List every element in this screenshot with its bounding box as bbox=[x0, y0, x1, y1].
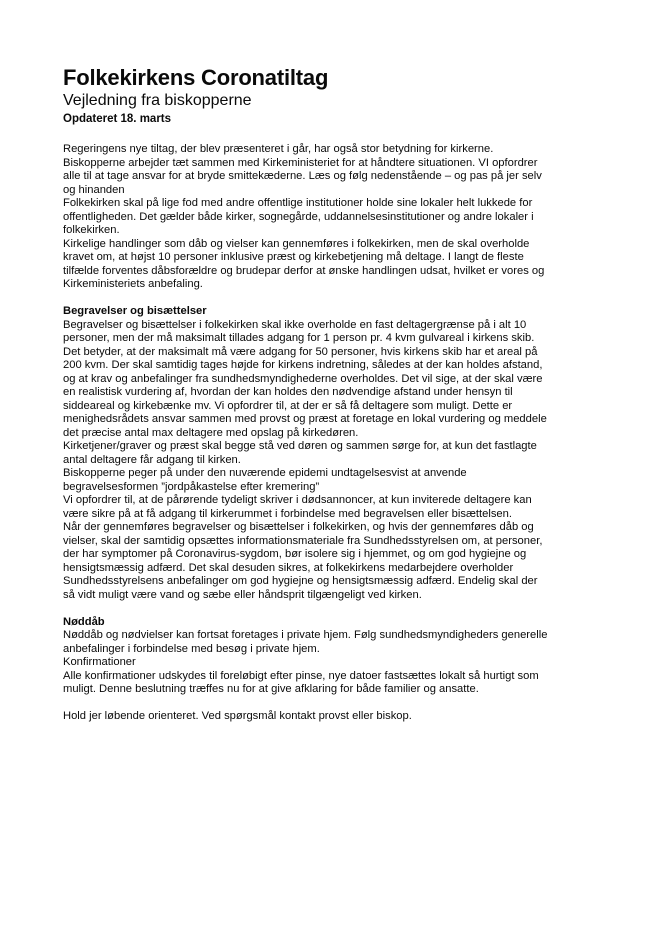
paragraph-block bbox=[63, 629, 614, 697]
text-line: personer, men der må maksimalt tillades adgang for 1 person pr. 4 kvm gulvareal i kirkens skib. bbox=[63, 332, 535, 344]
text-line: en realistisk vurdering af, hvordan der kan holdes den nødvendige afstand under hensyn til bbox=[63, 386, 513, 398]
text-line: og hinanden bbox=[63, 183, 125, 196]
text-line: muligt. Denne beslutning træffes nu for at give afklaring for både familier og ansatte. bbox=[63, 683, 479, 695]
text-line: Konfirmationer bbox=[63, 656, 136, 668]
text-line: anbefalinger i forbindelse med besøg i private hjem. bbox=[63, 642, 320, 655]
paragraph-block bbox=[63, 143, 614, 292]
text-line: Kirketjener/graver og præst skal begge stå ved døren og sammen sørge for, at kun det fastlagte bbox=[63, 440, 537, 452]
text-line: Nøddåb og nødvielser kan fortsat foretages i private hjem. Følg sundhedsmyndigheders generelle bbox=[63, 629, 548, 641]
paragraph-block bbox=[63, 710, 614, 724]
text-line: Sundhedsstyrelsens anbefalinger om god hygiejne og hensigtsmæssig adfærd. Endelig skal der bbox=[63, 575, 538, 587]
section-heading: Nøddåb bbox=[63, 615, 105, 628]
text-line: folkekirken. bbox=[63, 224, 120, 236]
text-line: Vi opfordrer til, at de pårørende tydeligt skriver i dødsannoncer, at kun inviterede deltagere kan bbox=[63, 494, 532, 506]
document-title: Folkekirkens Coronatiltag bbox=[63, 65, 329, 90]
document-subtitle: Vejledning fra biskopperne bbox=[63, 92, 252, 109]
document-updated-date: Opdateret 18. marts bbox=[63, 113, 172, 125]
text-line: kravet om, at højst 10 personer inklusive præst og kirkebetjening må deltage. I langt de fleste bbox=[63, 251, 524, 263]
text-line: Hold jer løbende orienteret. Ved spørgsmål kontakt provst eller biskop. bbox=[63, 710, 412, 722]
text-line: vielser, skal der samtidig opsættes informationsmateriale fra Sundhedsstyrelsen om, at personer, bbox=[63, 534, 543, 547]
text-line: offentligheden. Det gælder både kirker, sognegårde, uddannelsesinstitutioner og andre lokaler i bbox=[63, 210, 534, 223]
text-line: Alle konfirmationer udskydes til foreløbigt efter pinse, nye datoer fastsættes lokalt så hurtigt som bbox=[63, 669, 539, 682]
text-line: der har symptomer på Coronavirus-sygdom, bør isolere sig i hjemmet, og om god hygiejne og bbox=[63, 548, 527, 560]
text-line: Biskopperne peger på under den nuværende epidemi undtagelsesvist at anvende bbox=[63, 467, 467, 479]
text-line: Når der gennemføres begravelser og bisættelser i folkekirken, og hvis der gennemføres dåb og bbox=[63, 521, 534, 533]
text-line: Biskopperne arbejder tæt sammen med Kirkeministeriet for at håndtere situationen. VI opfordrer bbox=[63, 156, 538, 169]
text-line: antal deltagere får adgang til kirken. bbox=[63, 453, 241, 466]
text-line: tilfælde forventes dåbsforældre og brudepar derfor at ønske handlingen udsat, hvilket er vores og bbox=[63, 264, 545, 277]
paragraph-block bbox=[63, 319, 614, 603]
text-line: Folkekirken skal på lige fod med andre offentlige institutioner holde sine lokaler helt lukkede for bbox=[63, 197, 533, 209]
text-line: Regeringens nye tiltag, der blev præsenteret i går, har også stor betydning for kirkerne. bbox=[63, 143, 494, 155]
section-heading: Begravelser og bisættelser bbox=[63, 305, 207, 317]
text-line: og at krav og anbefalinger fra sundhedsmyndighederne overholdes. Det vil sige, at der skal være bbox=[63, 372, 543, 385]
text-line: menighedsrådets ansvar sammen med provst og præst at foretage en lokal vurdering og meddele bbox=[63, 413, 547, 425]
text-line: begravelsesformen ”jordpåkastelse efter kremering” bbox=[63, 480, 320, 493]
text-line: det præcise antal max deltagere med opslag på kirkedøren. bbox=[63, 426, 359, 439]
text-line: være sikre på at få adgang til kirkerummet i forbindelse med begravelsen eller bisættelsen. bbox=[63, 507, 512, 520]
text-line: Kirkelige handlinger som dåb og vielser kan gennemføres i folkekirken, men de skal overholde bbox=[63, 237, 530, 250]
text-line: hensigtsmæssig adfærd. Det skal desuden sikres, at folkekirkens medarbejdere overholder bbox=[63, 561, 514, 574]
document-content bbox=[63, 143, 614, 724]
text-line: 200 kvm. Der skal samtidig tages højde for kirkens indretning, således at der kan holdes afstand, bbox=[63, 359, 543, 371]
text-line: alle til at tage ansvar for at bryde smittekæderne. Læs og følg nedenstående – og pas på jer selv bbox=[63, 170, 542, 182]
text-line: siddeareal og kirkebænke mv. Vi opfordrer til, at der er så få deltagere som muligt. Dette er bbox=[63, 399, 513, 412]
text-line: Kirkeministeriets anbefaling. bbox=[63, 278, 203, 290]
text-line: så vidt muligt være vand og sæbe eller håndsprit tilgængeligt ved kirken. bbox=[63, 588, 422, 601]
text-line: Det betyder, at der maksimalt må være adgang for 50 personer, hvis kirkens skib har et areal på bbox=[63, 345, 538, 358]
text-line: Begravelser og bisættelser i folkekirken skal ikke overholde en fast deltagergrænse på i alt 10 bbox=[63, 318, 527, 331]
